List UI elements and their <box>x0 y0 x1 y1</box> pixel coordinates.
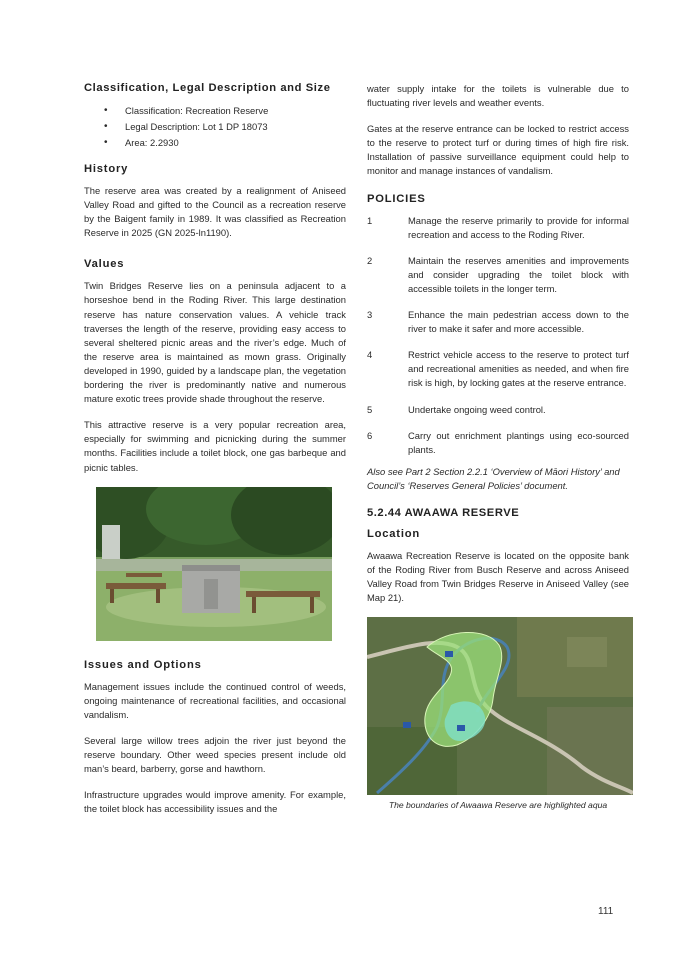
aerial-map-image <box>367 617 633 795</box>
page-number: 111 <box>598 906 614 917</box>
awaawa-heading: 5.2.44 AWAAWA RESERVE <box>367 506 520 519</box>
policy-text: Maintain the reserves amenities and improvements and consider upgrading the toilet block with accessible toilets in the longer term. <box>408 254 629 294</box>
policy-item <box>367 308 629 336</box>
issues-paragraph-3-continued: water supply intake for the toilets is vulnerable due to fluctuating river levels and weather events. <box>367 83 629 109</box>
right-column <box>367 82 629 811</box>
policy-number: 6 <box>367 429 373 441</box>
classification-heading: Classification, Legal Description and Size <box>84 82 331 94</box>
issues-heading: Issues and Options <box>84 658 202 671</box>
issues-paragraph-2: Several large willow trees adjoin the river just beyond the reserve boundary. Other weed species present include old man’s beard, barberry, gorse and hawthorn. <box>84 734 346 775</box>
issues-paragraph-1: Management issues include the continued control of weeds, ongoing maintenance of recreational facilities, and occasional vandalism. <box>84 680 346 720</box>
policy-item <box>367 429 629 457</box>
classification-list <box>84 103 346 151</box>
values-paragraph-2: This attractive reserve is a very popular recreation area, especially for swimming and picnicking during the summer months. Facilities include a toilet block, one gas barbeque and picnic tables. <box>84 419 346 473</box>
policy-text: Restrict vehicle access to the reserve to protect turf and recreational amenities as needed, and when fire risk is high, by locking gates at the reserve entrance. <box>408 349 629 389</box>
location-heading: Location <box>367 527 421 540</box>
classification-item: • Classification: Recreation Reserve <box>84 103 346 119</box>
area-item: • Area: 2.2930 <box>84 135 346 151</box>
policy-text: Undertake ongoing weed control. <box>408 403 546 415</box>
toilet-block-photo-image <box>96 487 332 641</box>
map-caption: The boundaries of Awaawa Reserve are highlighted aqua <box>388 800 608 811</box>
policy-number: 1 <box>367 214 373 226</box>
policy-item <box>367 254 629 296</box>
history-text: The reserve area was created by a realignment of Aniseed Valley Road and gifted to the Council as a recreation reserve by the Baigent family in 1989. It was classified as Recreation Reserve in 2025 (GN 2025-ln1190). <box>84 185 346 239</box>
legal-description-item: • Legal Description: Lot 1 DP 18073 <box>84 119 346 135</box>
left-column <box>84 82 346 828</box>
policies-heading: POLICIES <box>367 192 426 205</box>
policy-item <box>367 403 629 417</box>
policy-number: 4 <box>367 349 373 361</box>
policy-text: Carry out enrichment plantings using eco-sourced plants. <box>408 429 629 455</box>
policy-number: 2 <box>367 254 373 266</box>
policy-item <box>367 348 629 390</box>
location-text: Awaawa Recreation Reserve is located on the opposite bank of the Roding River from Busch Reserve and across Aniseed Valley Road from Twin Bridges Reserve in Aniseed Valley (see Map 21). <box>367 549 629 604</box>
history-heading: History <box>84 163 129 175</box>
policy-text: Manage the reserve primarily to provide for informal recreation and access to the Roding River. <box>408 214 629 240</box>
policy-number: 5 <box>367 403 373 415</box>
policy-text: Enhance the main pedestrian access down to the river to make it safer and more accessible. <box>408 309 629 335</box>
issues-paragraph-4: Gates at the reserve entrance can be locked to restrict access to the reserve to protect turf or during times of high fire risk. Installation of passive surveillance equipment could help to monitor and manage instances of vandalism. <box>367 123 629 177</box>
values-heading: Values <box>84 258 125 271</box>
policy-number: 3 <box>367 309 373 321</box>
issues-paragraph-3: Infrastructure upgrades would improve amenity. For example, the toilet block has accessibility issues and the <box>84 789 346 815</box>
awaawa-map <box>367 617 633 795</box>
reserve-photo <box>96 487 332 641</box>
policy-item <box>367 214 629 242</box>
values-paragraph-1: Twin Bridges Reserve lies on a peninsula adjacent to a horseshoe bend in the Roding River. This large destination reserve has nature conservation values. A vehicle track traverses the length of the reserve, providing easy access to several sheltered picnic areas and the river’s edge. Much of the reserve area is maintained as mown grass. Originally developed in 1990, guided by a landscape plan, the vegetation bordering the river is predominantly native and numerous mature exotic trees provide shade throughout the reserve. <box>84 280 346 405</box>
also-see-note: Also see Part 2 Section 2.2.1 ‘Overview of Māori History’ and Council’s ‘Reserves General Policies’ document. <box>367 465 620 491</box>
